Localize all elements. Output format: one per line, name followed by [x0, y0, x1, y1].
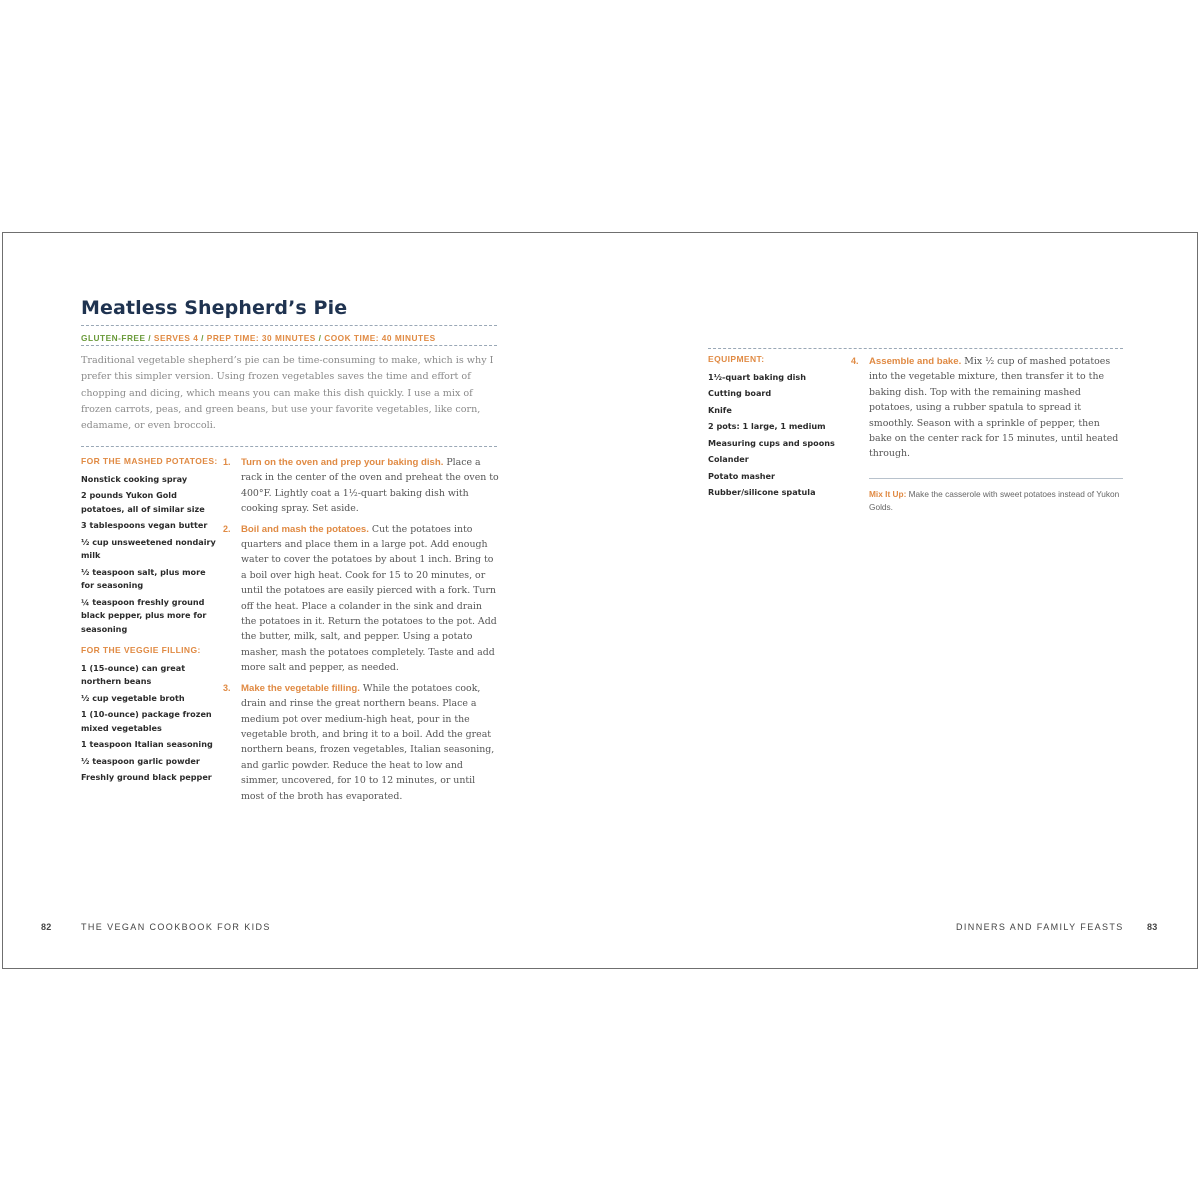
step-text: Cut the potatoes into quarters and place them in a large pot. Add enough water to cover the potatoes by about 1 inch. Bring to a boil over high heat. Cook for 15 to 20 minutes, or until the potatoes are easily pierced with a fork. Turn off the heat. Place a colander in the sink and drain the potatoes in it. Return the potatoes to the pot. Add the butter, milk, salt, and pepper. Using a potato masher, mash the potatoes completely. Taste and add more salt and pepper, as needed.	[241, 523, 497, 674]
tip-lead: Mix It Up:	[869, 489, 907, 499]
equipment-item: Cutting board	[708, 388, 772, 398]
ingredient-item: 2 pounds Yukon Gold potatoes, all of similar size	[81, 490, 205, 514]
right-top-divider	[708, 348, 1123, 349]
step-number: 3.	[223, 682, 231, 693]
step-text: Place a rack in the center of the oven and preheat the oven to 400°F. Lightly coat a 1½-quart baking dish with cooking spray. Set aside.	[241, 457, 499, 515]
step-lead: Make the vegetable filling.	[241, 682, 360, 694]
diet-label: GLUTEN-FREE	[81, 333, 146, 343]
ingredient-item: ½ cup vegetable broth	[81, 692, 185, 703]
equipment-item: 1½-quart baking dish	[708, 371, 806, 382]
ingredients-column	[81, 456, 221, 788]
steps-list-left	[223, 455, 499, 809]
serves-label: SERVES 4	[153, 333, 199, 343]
book-spread	[2, 232, 1198, 969]
recipe-step	[223, 455, 499, 517]
step-number: 1.	[223, 457, 231, 467]
step-text: Mix ½ cup of mashed potatoes into the vegetable mixture, then transfer it to the baking dish. Top with the remaining mashed potatoes, using a rubber spatula to spread it smoothly. Season with a sprinkle of pepper, then bake on the center rack for 15 minutes, until heated through.	[869, 356, 1119, 460]
equipment-item: Knife	[708, 404, 732, 415]
ingredient-item: 1 teaspoon Italian seasoning	[81, 739, 213, 749]
running-head-right: DINNERS AND FAMILY FEASTS	[956, 922, 1124, 932]
step-lead: Assemble and bake.	[869, 356, 962, 367]
recipe-step	[223, 522, 499, 676]
equipment-item: Rubber/silicone spatula	[708, 487, 816, 497]
steps-list-right	[851, 354, 1125, 467]
equipment-item: Colander	[708, 454, 749, 464]
intro-divider	[81, 446, 497, 447]
equipment-item: Potato masher	[708, 470, 776, 481]
recipe-title: Meatless Shepherd’s Pie	[81, 297, 348, 319]
running-head-left: THE VEGAN COOKBOOK FOR KIDS	[81, 922, 271, 932]
ingredient-item: ½ teaspoon garlic powder	[81, 755, 200, 766]
equipment-column	[708, 354, 843, 503]
meta-separator: /	[315, 333, 325, 343]
page-number-right: 83	[1147, 922, 1158, 932]
ingredient-item: Nonstick cooking spray	[81, 473, 188, 484]
recipe-step	[851, 354, 1125, 462]
mix-it-up-tip	[869, 488, 1125, 514]
step-lead: Boil and mash the potatoes.	[241, 523, 369, 535]
ingredient-item: ½ cup unsweetened nondairy milk	[81, 536, 216, 560]
ingredient-item: 1 (15-ounce) can great northern beans	[81, 662, 186, 686]
equipment-item: Measuring cups and spoons	[708, 437, 835, 448]
meta-divider	[81, 345, 497, 346]
meta-separator: /	[198, 333, 207, 343]
veggie-filling-heading: FOR THE VEGGIE FILLING:	[81, 645, 201, 655]
equipment-heading: EQUIPMENT:	[708, 354, 765, 364]
recipe-meta	[81, 333, 436, 343]
step-number: 4.	[851, 356, 859, 366]
recipe-step	[223, 681, 499, 804]
cook-time-label: COOK TIME: 40 MINUTES	[324, 333, 436, 343]
prep-time-label: PREP TIME: 30 MINUTES	[206, 333, 316, 343]
title-divider	[81, 325, 497, 326]
equipment-item: 2 pots: 1 large, 1 medium	[708, 421, 826, 431]
ingredient-item: Freshly ground black pepper	[81, 772, 212, 782]
step-lead: Turn on the oven and prep your baking dish.	[241, 457, 444, 468]
step-number: 2.	[223, 523, 231, 534]
step-text: While the potatoes cook, drain and rinse the great northern beans. Place a medium pot over medium-high heat, pour in the vegetable broth, and bring it to a boil. Add the great northern beans, frozen vegetables, Italian seasoning, and garlic powder. Reduce the heat to low and simmer, uncovered, for 10 to 12 minutes, or until most of the broth has evaporated.	[241, 682, 495, 802]
mashed-potatoes-heading: FOR THE MASHED POTATOES:	[81, 456, 218, 466]
ingredient-item: 1 (10-ounce) package frozen mixed vegetables	[81, 709, 212, 733]
page-number-left: 82	[41, 922, 52, 932]
ingredient-item: 3 tablespoons vegan butter	[81, 520, 208, 530]
ingredient-item: ¼ teaspoon freshly ground black pepper, plus more for seasoning	[81, 596, 207, 634]
ingredient-item: ½ teaspoon salt, plus more for seasoning	[81, 566, 206, 590]
tip-text: Make the casserole with sweet potatoes instead of Yukon Golds.	[869, 489, 1120, 512]
recipe-intro: Traditional vegetable shepherd’s pie can be time-consuming to make, which is why I prefer this simpler version. Using frozen vegetables saves the time and effort of chopping and dicing, which means you can make this dish quickly. I use a mix of frozen carrots, peas, and green beans, but use your favorite vegetables, like corn, edamame, or even broccoli.	[81, 355, 494, 432]
tip-divider	[869, 478, 1123, 479]
meta-separator: /	[145, 333, 154, 343]
